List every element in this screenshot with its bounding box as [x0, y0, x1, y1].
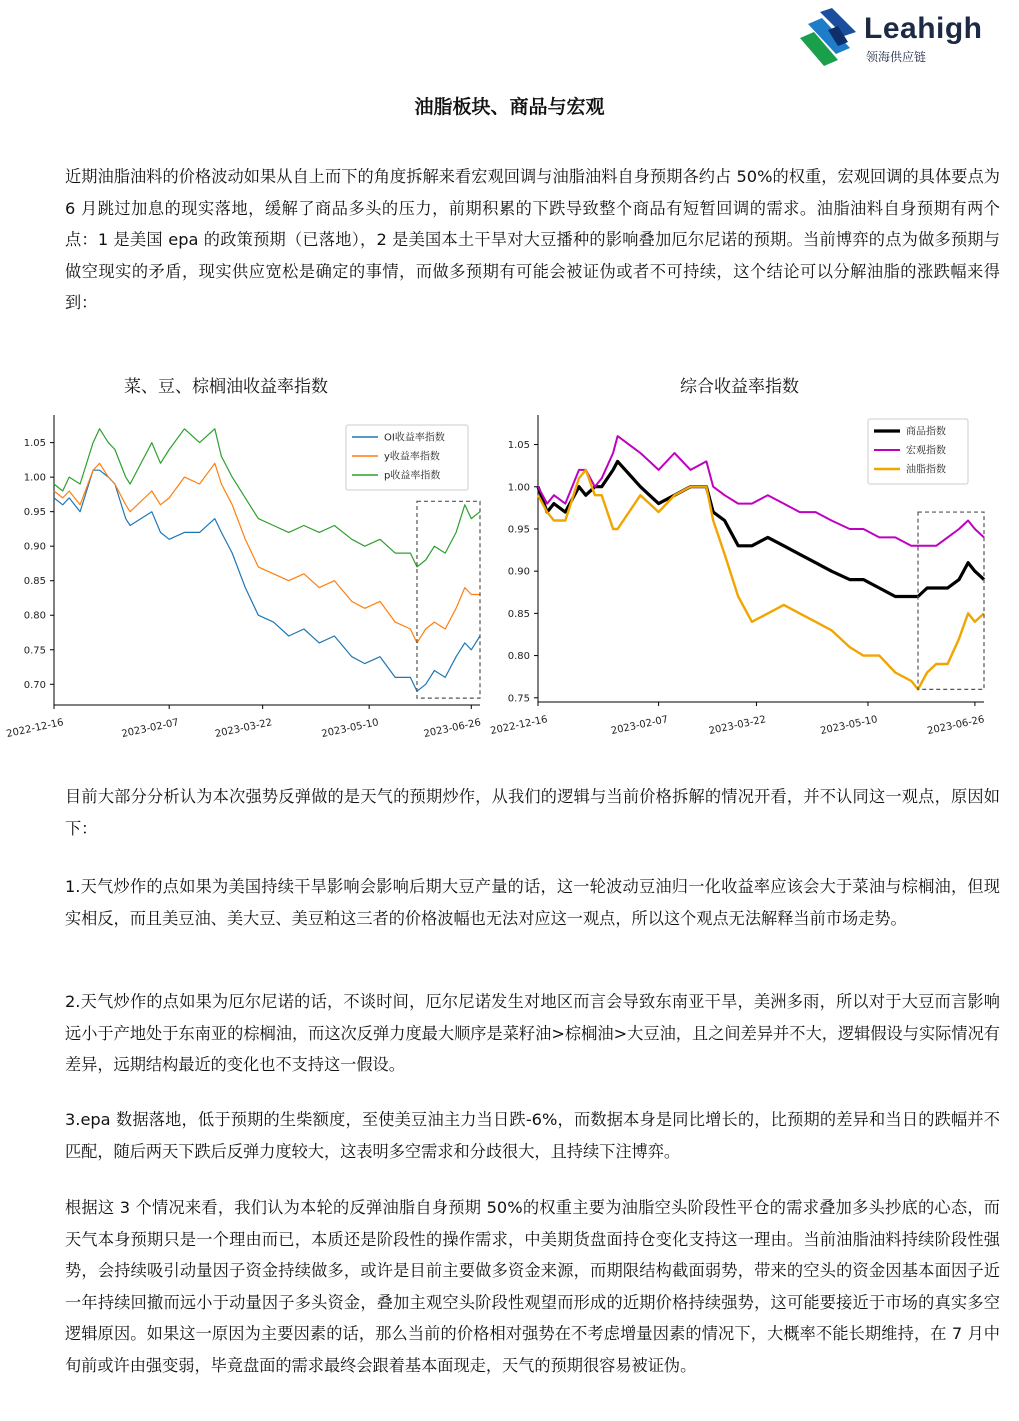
highlight-box [417, 501, 480, 698]
x-tick-label: 2023-03-22 [707, 714, 768, 738]
paragraph-point-2: 2.天气炒作的点如果为厄尔尼诺的话，不谈时间，厄尔尼诺发生对地区而言会导致东南亚干旱，美洲多雨，所以对于大豆而言影响远小于产地处于东南亚的棕榈油，而这次反弹力度最大顺序是菜籽油>棕榈油>大豆油，且之间差异并不大，逻辑假设与实际情况有差异，远期结构最近的变化也不支持这一假设。 [65, 992, 1000, 1074]
y-tick-label: 0.75 [23, 645, 46, 657]
x-tick-label: 2023-02-07 [610, 714, 670, 738]
y-tick-label: 0.95 [507, 524, 530, 536]
y-tick-label: 1.05 [23, 438, 46, 450]
page-title: 油脂板块、商品与宏观 [414, 96, 605, 118]
chart-right [489, 405, 1019, 750]
series-line [538, 470, 984, 689]
x-tick-label: 2023-06-26 [926, 714, 986, 738]
paragraph-point-1: 1.天气炒作的点如果为美国持续干旱影响会影响后期大豆产量的话，这一轮波动豆油归一化收益率应该会大于菜油与棕榈油，但现实相反，而且美豆油、美大豆、美豆粕这三者的价格波幅也无法对应这一观点，所以这个观点无法解释当前市场走势。 [65, 877, 1000, 928]
legend-label: p收益率指数 [384, 470, 441, 482]
y-tick-label: 0.70 [23, 679, 46, 691]
x-tick-label: 2023-05-10 [320, 717, 380, 741]
chart-left-title: 菜、豆、棕榈油收益率指数 [124, 377, 328, 397]
legend [868, 419, 968, 484]
y-tick-label: 0.85 [23, 576, 46, 588]
y-tick-label: 0.75 [507, 693, 530, 705]
y-tick-label: 1.05 [507, 440, 530, 452]
y-tick-label: 1.00 [507, 482, 530, 494]
y-tick-label: 0.85 [507, 608, 530, 620]
chart-left [0, 405, 500, 750]
logo [798, 8, 998, 68]
legend-label: OI收益率指数 [384, 432, 445, 444]
highlight-box [918, 512, 984, 689]
logo-mark-icon [798, 8, 860, 68]
paragraph-view: 目前大部分分析认为本次强势反弹做的是天气的预期炒作，从我们的逻辑与当前价格拆解的情况开看，并不认同这一观点，原因如下： [65, 787, 1000, 838]
x-tick-label: 2023-06-26 [422, 717, 482, 741]
y-tick-label: 0.80 [23, 610, 46, 622]
x-tick-label: 2023-02-07 [120, 717, 180, 741]
legend-label: y收益率指数 [384, 451, 440, 463]
y-tick-label: 0.90 [23, 541, 46, 553]
chart-right-title: 综合收益率指数 [680, 377, 799, 397]
x-tick-label: 2023-03-22 [214, 717, 274, 741]
paragraph-point-3: 3.epa 数据落地，低于预期的生柴额度，至使美豆油主力当日跌-6%，而数据本身是同比增长的，比预期的差异和当日的跌幅并不匹配，随后两天下跌后反弹力度较大，这表明多空需求和分歧很大，且持续下注博弈。 [65, 1110, 1000, 1161]
logo-name: Leahigh [864, 12, 983, 45]
x-tick-label: 2022-12-16 [5, 717, 65, 741]
paragraph-conclusion: 根据这 3 个情况来看，我们认为本轮的反弹油脂自身预期 50%的权重主要为油脂空头阶段性平仓的需求叠加多头抄底的心态，而天气本身预期只是一个理由而已，本质还是阶段性的操作需求，中美期货盘面持仓变化支持这一理由。当前油脂油料持续阶段性强势，会持续吸引动量因子资金持续做多，或许是目前主要做多资金来源，而期限结构截面弱势，带来的空头的资金因基本面因子近一年持续回撤而远小于动量因子多头资金，叠加主观空头阶段性观望而形成的近期价格持续强势，这可能要接近于市场的真实多空逻辑原因。如果这一原因为主要因素的话，那么当前的价格相对强势在不考虑增量因素的情况下，大概率不能长期维持，在 7 月中旬前或许由强变弱，毕竟盘面的需求最终会跟着基本面现走，天气的预期很容易被证伪。 [65, 1198, 1000, 1375]
x-tick-label: 2023-05-10 [819, 714, 879, 738]
y-tick-label: 0.95 [23, 507, 46, 519]
y-tick-label: 1.00 [23, 472, 46, 484]
logo-subtitle: 领海供应链 [866, 50, 927, 64]
paragraph-intro: 近期油脂油料的价格波动如果从自上而下的角度拆解来看宏观回调与油脂油料自身预期各约占 50%的权重，宏观回调的具体要点为 6 月跳过加息的现实落地，缓解了商品多头的压力，前期积累的下跌导致整个商品有短暂回调的需求。油脂油料自身预期有两个点：1 是美国 epa 的政策预期（已落地），2 是美国本土干旱对大豆播种的影响叠加厄尔尼诺的预期。当前博弈的点为做多预期与做空现实的矛盾，现实供应宽松是确定的事情，而做多预期有可能会被证伪或者不可持续，这个结论可以分解油脂的涨跌幅来得到： [65, 167, 1000, 312]
legend-label: 油脂指数 [906, 464, 946, 476]
legend-label: 宏观指数 [906, 445, 946, 457]
legend [346, 425, 468, 490]
series-line [54, 470, 480, 691]
x-tick-label: 2022-12-16 [489, 714, 549, 738]
legend-label: 商品指数 [906, 426, 946, 438]
y-tick-label: 0.80 [507, 651, 530, 663]
y-tick-label: 0.90 [507, 566, 530, 578]
